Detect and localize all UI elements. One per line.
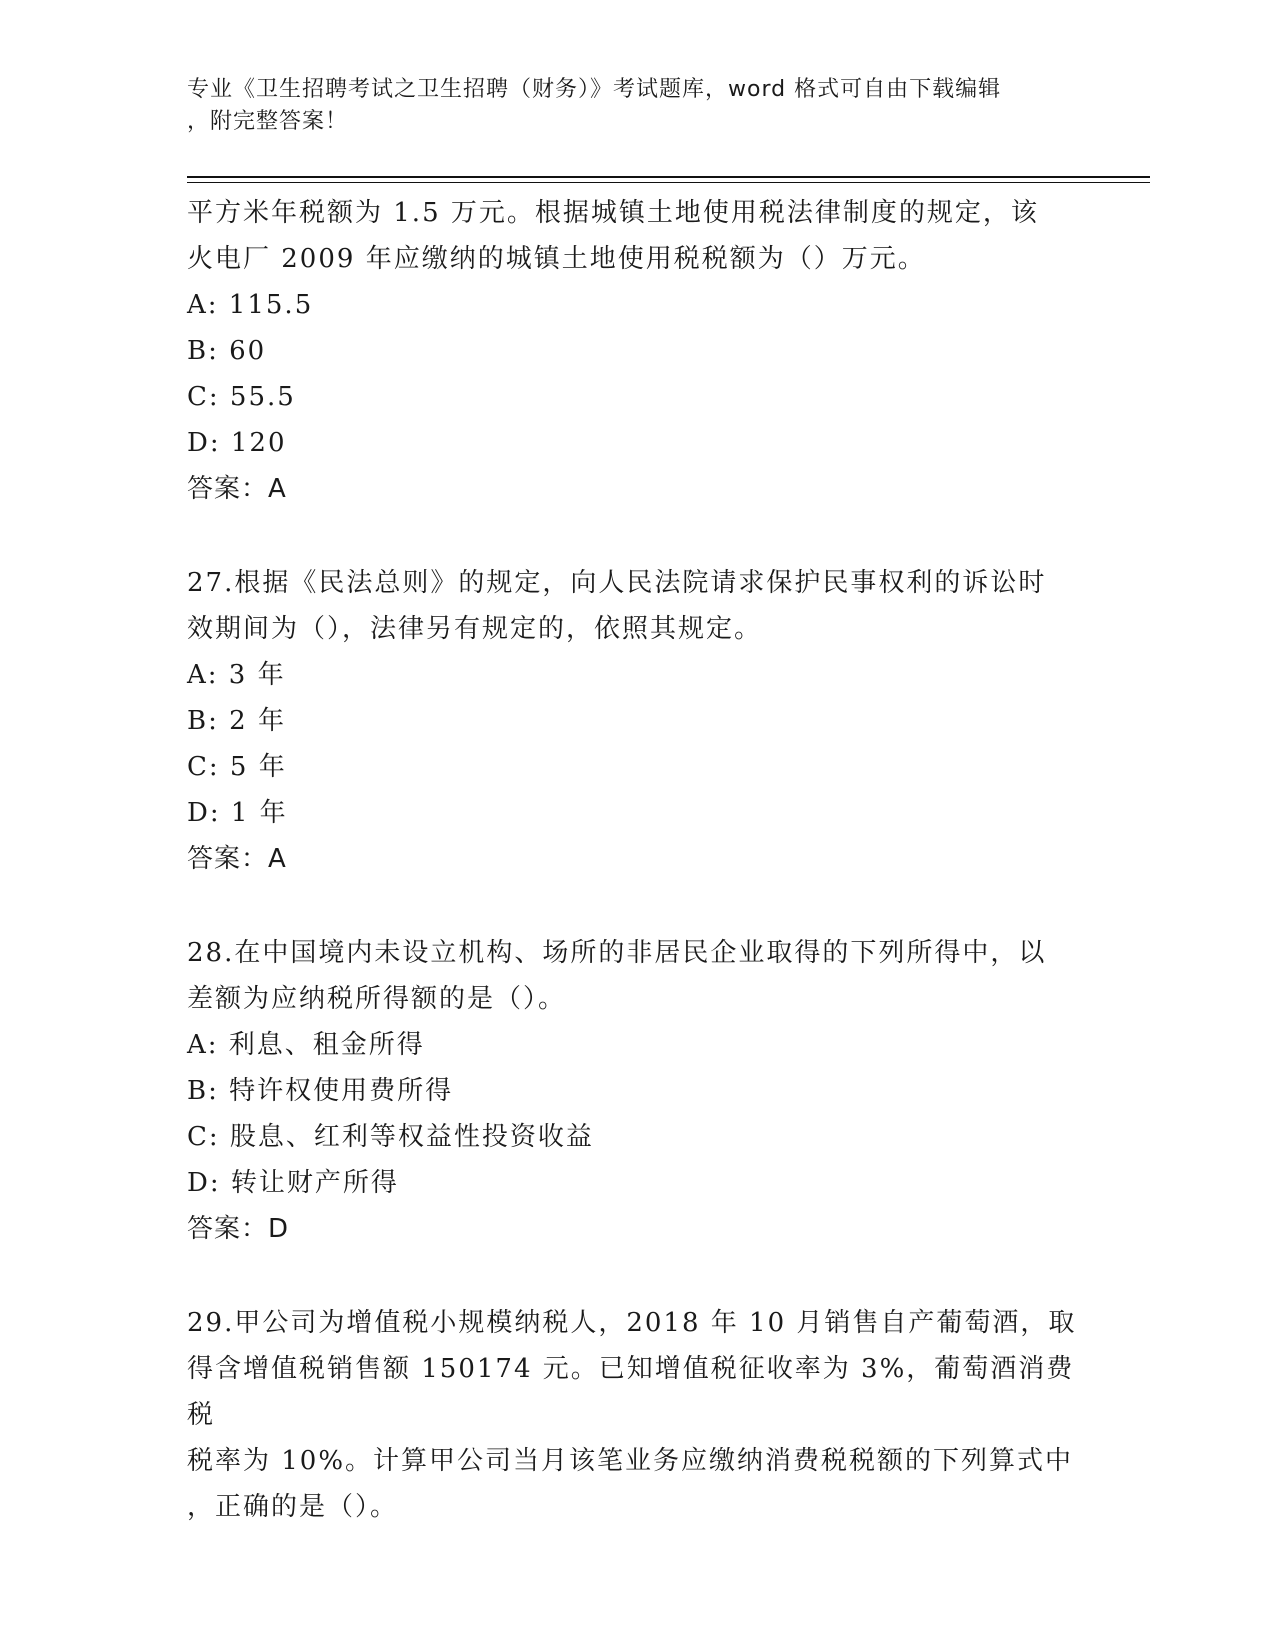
question-28 bbox=[187, 930, 1087, 1252]
option-a: A: 利息、租金所得 bbox=[187, 1030, 425, 1060]
spacer bbox=[187, 882, 1087, 930]
header-line-1: 专业《卫生招聘考试之卫生招聘（财务）》考试题库，word 格式可自由下载编辑 bbox=[187, 77, 1002, 102]
question-stem-line: 29.甲公司为增值税小规模纳税人，2018 年 10 月销售自产葡萄酒，取 bbox=[187, 1308, 1077, 1338]
option-b: B: 2 年 bbox=[187, 706, 286, 736]
question-stem-line: 税率为 10%。计算甲公司当月该笔业务应缴纳消费税税额的下列算式中 bbox=[187, 1446, 1074, 1476]
question-stem-line: 得含增值税销售额 150174 元。已知增值税征收率为 3%，葡萄酒消费税 bbox=[187, 1354, 1075, 1430]
answer-line: 答案：A bbox=[187, 474, 287, 504]
question-stem-line: 差额为应纳税所得额的是（）。 bbox=[187, 984, 567, 1014]
option-a: A: 115.5 bbox=[187, 290, 314, 320]
question-27 bbox=[187, 560, 1087, 882]
document-header bbox=[187, 74, 1067, 138]
question-29 bbox=[187, 1300, 1087, 1530]
option-a: A: 3 年 bbox=[187, 660, 286, 690]
question-stem-line: ，正确的是（）。 bbox=[187, 1492, 399, 1522]
spacer bbox=[187, 512, 1087, 560]
question-content bbox=[187, 190, 1087, 1530]
header-rule-thin bbox=[187, 182, 1150, 183]
option-d: D: 120 bbox=[187, 428, 287, 458]
option-d: D: 1 年 bbox=[187, 798, 288, 828]
answer-line: 答案：D bbox=[187, 1214, 290, 1244]
question-stem-line: 平方米年税额为 1.5 万元。根据城镇土地使用税法律制度的规定，该 bbox=[187, 198, 1039, 228]
question-26 bbox=[187, 190, 1087, 512]
header-rule-thick bbox=[187, 176, 1150, 178]
question-stem-line: 28.在中国境内未设立机构、场所的非居民企业取得的下列所得中，以 bbox=[187, 938, 1047, 968]
option-c: C: 55.5 bbox=[187, 382, 296, 412]
spacer bbox=[187, 1252, 1087, 1300]
header-line-2: ，附完整答案！ bbox=[187, 109, 349, 134]
option-c: C: 5 年 bbox=[187, 752, 287, 782]
question-stem-line: 效期间为（），法律另有规定的，依照其规定。 bbox=[187, 614, 763, 644]
option-d: D: 转让财产所得 bbox=[187, 1168, 399, 1198]
question-stem-line: 火电厂 2009 年应缴纳的城镇土地使用税税额为（）万元。 bbox=[187, 244, 926, 274]
answer-line: 答案：A bbox=[187, 844, 287, 874]
question-stem-line: 27.根据《民法总则》的规定，向人民法院请求保护民事权利的诉讼时 bbox=[187, 568, 1047, 598]
option-b: B: 60 bbox=[187, 336, 267, 366]
option-b: B: 特许权使用费所得 bbox=[187, 1076, 454, 1106]
option-c: C: 股息、红利等权益性投资收益 bbox=[187, 1122, 594, 1152]
